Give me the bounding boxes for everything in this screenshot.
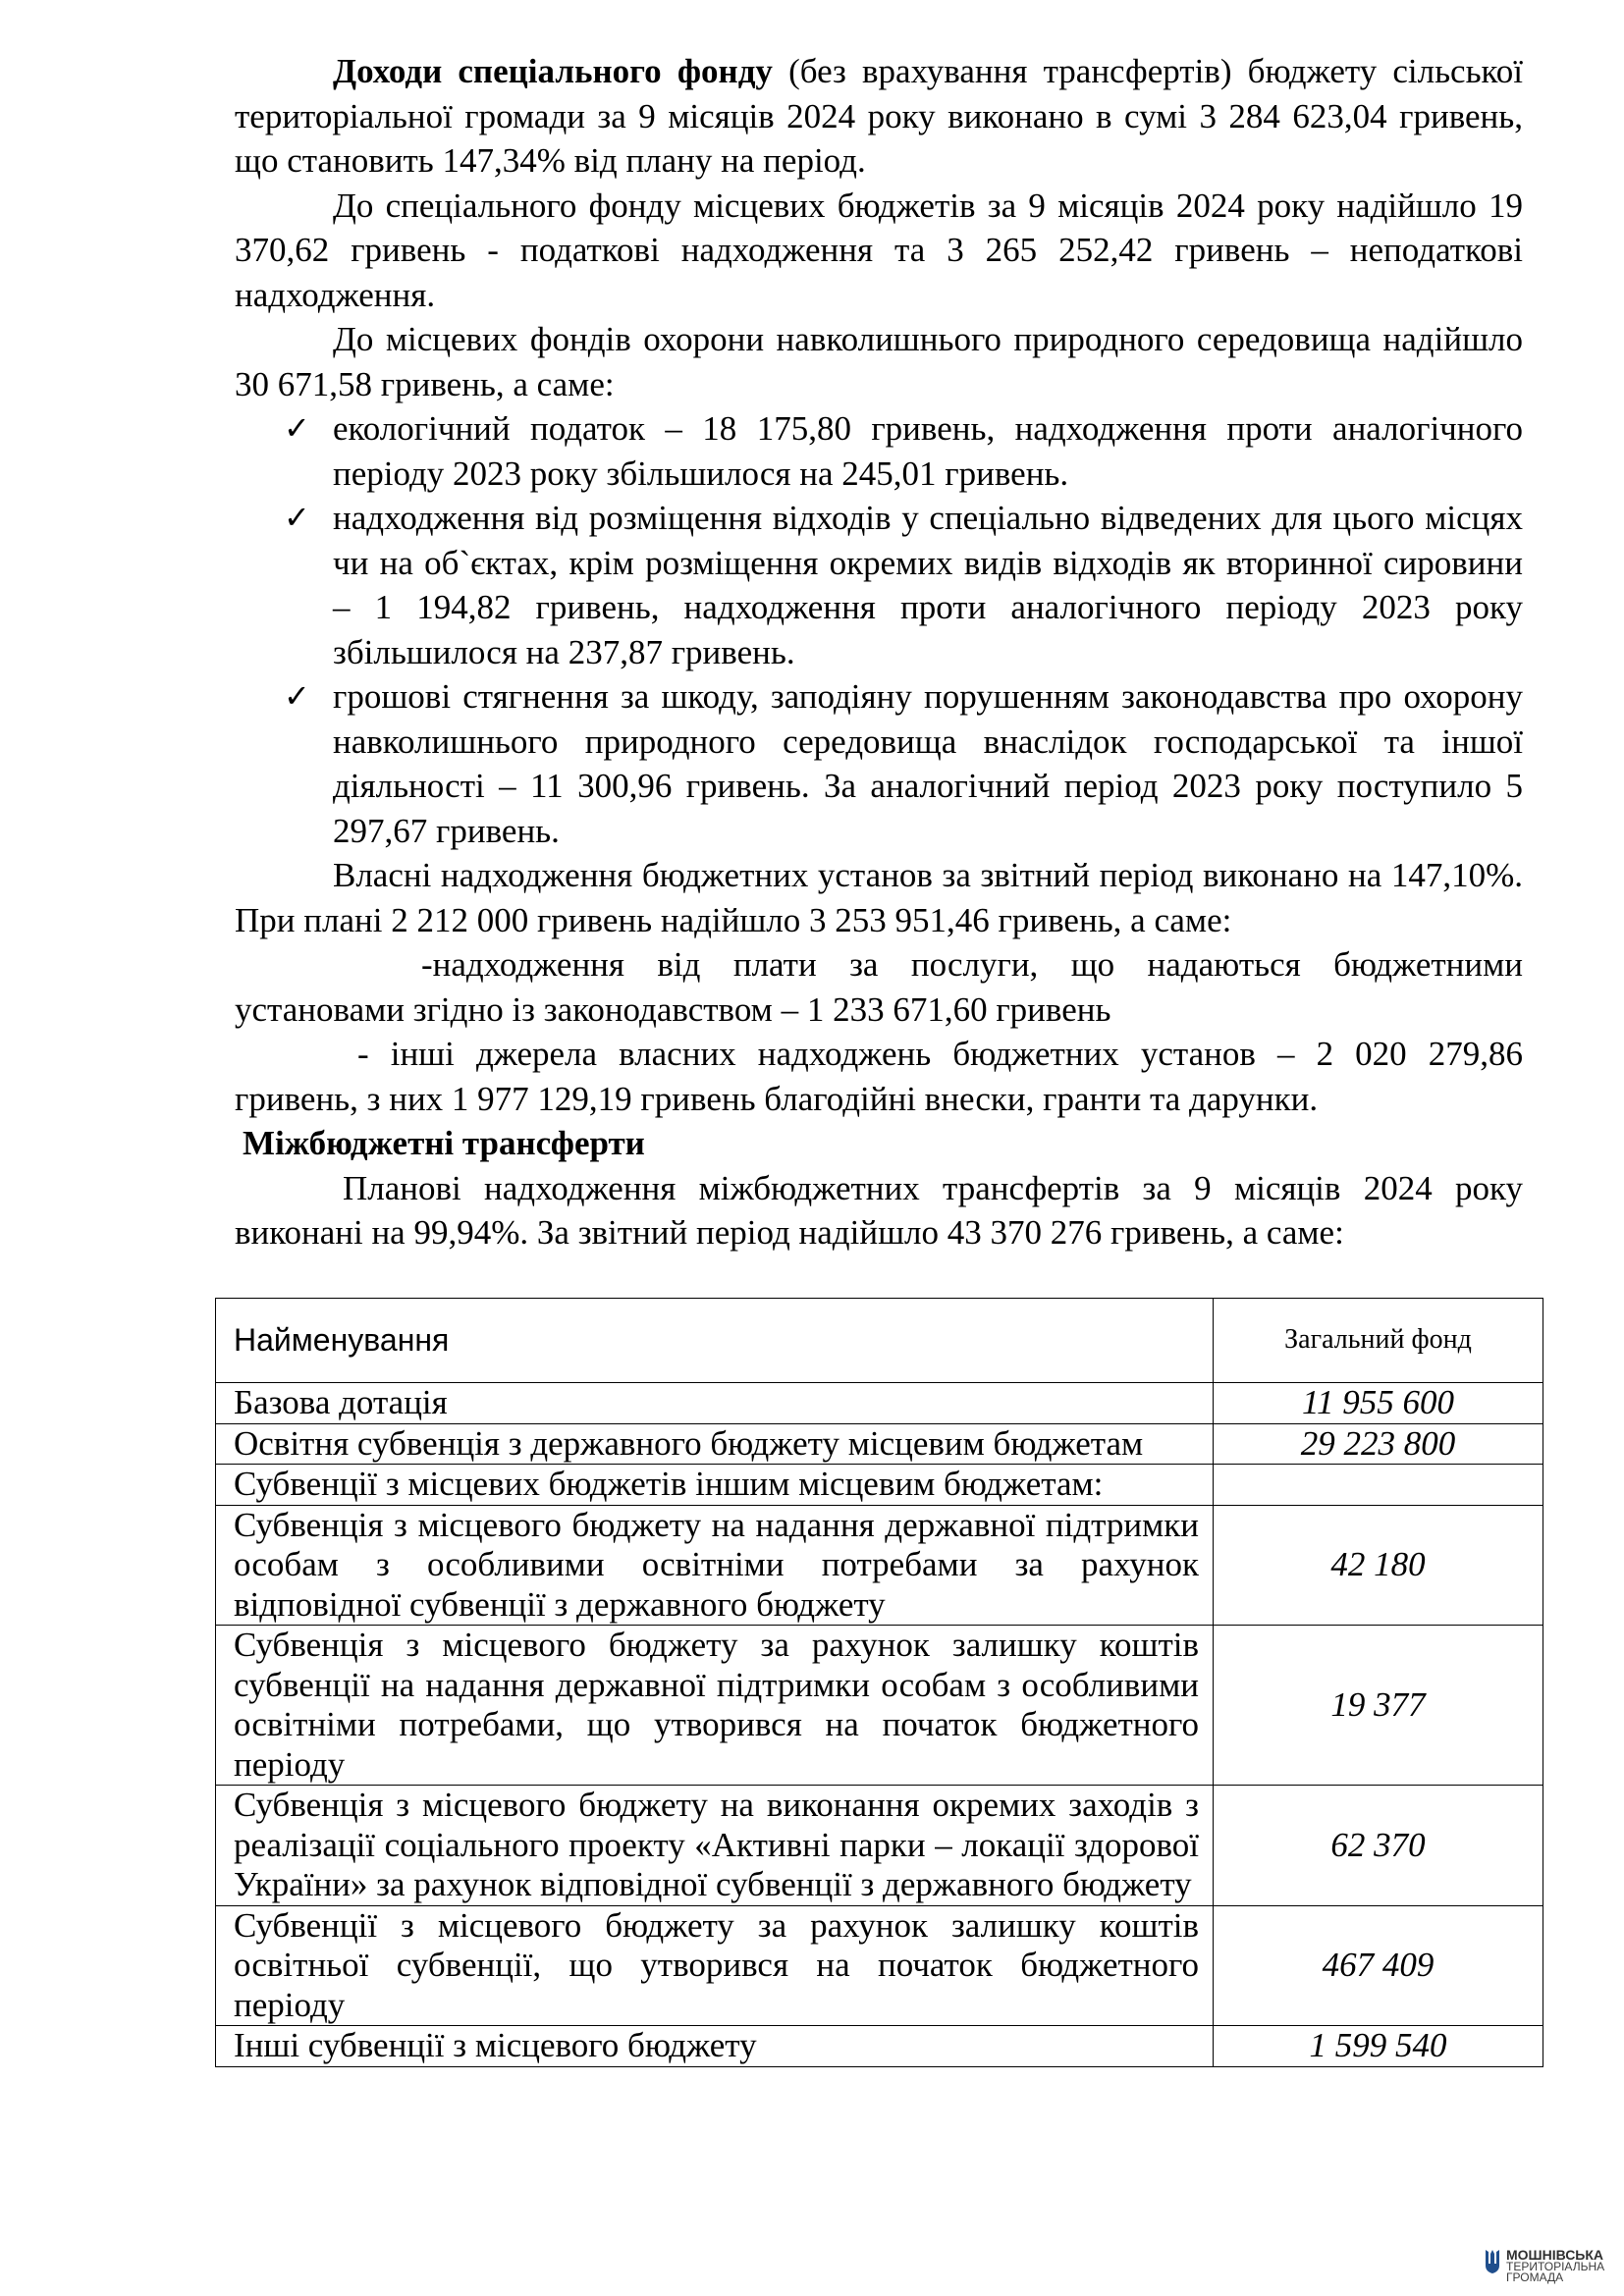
row-name: Субвенції з місцевого бюджету за рахунок залишку коштів освітньої субвенції, що утворився на початок бюджетного періоду (216, 1905, 1214, 2026)
paragraph-special-fund-text: (без врахування трансфертів) бюджету сільської територіальної громади за 9 місяців 2024 року виконано в сумі 3 284 623,04 гривень, що становить 147,34% від плану на період. (235, 52, 1524, 180)
paragraph-special-fund (235, 49, 1523, 184)
row-name: Субвенція з місцевого бюджету за рахунок залишку коштів субвенції на надання державної підтримки особам з особливими освітніми потребами, що утворився на початок бюджетного періоду (216, 1626, 1214, 1786)
trident-icon (1485, 2248, 1500, 2275)
transfers-table (215, 1298, 1543, 2067)
section-heading-transfers: Міжбюджетні трансферти (243, 1124, 645, 1162)
paragraph-own-revenues: Власні надходження бюджетних установ за звітний період виконано на 147,10%. При плані 2 212 000 гривень надійшло 3 253 951,46 гривень, а саме: (235, 856, 1523, 939)
list-item (284, 674, 1523, 853)
table-row (216, 1383, 1543, 1424)
row-name: Субвенція з місцевого бюджету на надання державної підтримки особам з особливими освітніми потребами за рахунок відповідної субвенції з державного бюджету (216, 1505, 1214, 1626)
paragraph-other-sources: - інші джерела власних надходжень бюджетних установ – 2 020 279,86 гривень, з них 1 977 129,19 гривень благодійні внески, гранти та дарунки. (235, 1035, 1523, 1118)
row-value: 1 599 540 (1214, 2026, 1543, 2067)
table-row (216, 1905, 1543, 2026)
row-value: 11 955 600 (1214, 1383, 1543, 1424)
community-logo (1485, 2248, 1604, 2283)
table-row (216, 2026, 1543, 2067)
row-value: 62 370 (1214, 1786, 1543, 1906)
logo-text (1506, 2248, 1604, 2283)
document-body (235, 49, 1523, 1255)
paragraph-transfers: Планові надходження міжбюджетних трансфертів за 9 місяців 2024 року виконані на 99,94%. За звітний період надійшло 43 370 276 гривень, а саме: (235, 1168, 1523, 1252)
row-value: 29 223 800 (1214, 1423, 1543, 1465)
list-item-text: грошові стягнення за шкоду, заподіяну порушенням законодавства про охорону навколишнього природного середовища внаслідок господарської та іншої діяльності – 11 300,96 гривень. За аналогічний період 2023 року поступило 5 297,67 гривень. (333, 677, 1523, 850)
row-name: Базова дотація (216, 1383, 1214, 1424)
paragraph-special-fund-title: Доходи спеціального фонду (333, 52, 773, 90)
row-value: 42 180 (1214, 1505, 1543, 1626)
table-row (216, 1505, 1543, 1626)
row-name: Інші субвенції з місцевого бюджету (216, 2026, 1214, 2067)
checkmark-icon: ✓ (284, 409, 310, 447)
list-item (284, 496, 1523, 674)
table-header-row (216, 1299, 1543, 1383)
table-row (216, 1423, 1543, 1465)
row-name: Субвенція з місцевого бюджету на виконання окремих заходів з реалізації соціального проекту «Активні парки – локації здорової України» за рахунок відповідної субвенції з державного бюджету (216, 1786, 1214, 1906)
list-item-text: екологічний податок – 18 175,80 гривень, надходження проти аналогічного періоду 2023 року збільшилося на 245,01 гривень. (333, 409, 1523, 493)
table-row (216, 1786, 1543, 1906)
paragraph-environment-funds: До місцевих фондів охорони навколишнього природного середовища надійшло 30 671,58 гривень, а саме: (235, 320, 1523, 403)
row-value (1214, 1465, 1543, 1506)
checkmark-icon: ✓ (284, 677, 310, 715)
table-row (216, 1465, 1543, 1506)
row-name: Освітня субвенція з державного бюджету місцевим бюджетам (216, 1423, 1214, 1465)
table-row (216, 1626, 1543, 1786)
list-item (284, 406, 1523, 496)
environment-list (235, 406, 1523, 853)
column-header-general-fund: Загальний фонд (1214, 1299, 1543, 1383)
logo-line-3: ГРОМАДА (1506, 2270, 1564, 2284)
list-item-text: надходження від розміщення відходів у спеціально відведених для цього місцях чи на об`єктах, крім розміщення окремих видів відходів як вторинної сировини – 1 194,82 гривень, надходження проти аналогічного періоду 2023 року збільшилося на 237,87 гривень. (333, 499, 1523, 671)
column-header-name: Найменування (216, 1299, 1214, 1383)
row-name: Субвенції з місцевих бюджетів іншим місцевим бюджетам: (216, 1465, 1214, 1506)
paragraph-special-fund-local: До спеціального фонду місцевих бюджетів за 9 місяців 2024 року надійшло 19 370,62 гривень - податкові надходження та 3 265 252,42 гривень – неподаткові надходження. (235, 186, 1523, 314)
row-value: 467 409 (1214, 1905, 1543, 2026)
row-value: 19 377 (1214, 1626, 1543, 1786)
paragraph-service-fees: -надходження від плати за послуги, що надаються бюджетними установами згідно із законодавством – 1 233 671,60 гривень (235, 945, 1523, 1029)
logo-line-2: ТЕРИТОРІАЛЬНА (1506, 2260, 1605, 2273)
logo-line-1: МОШНІВСЬКА (1506, 2247, 1604, 2263)
checkmark-icon: ✓ (284, 499, 310, 536)
